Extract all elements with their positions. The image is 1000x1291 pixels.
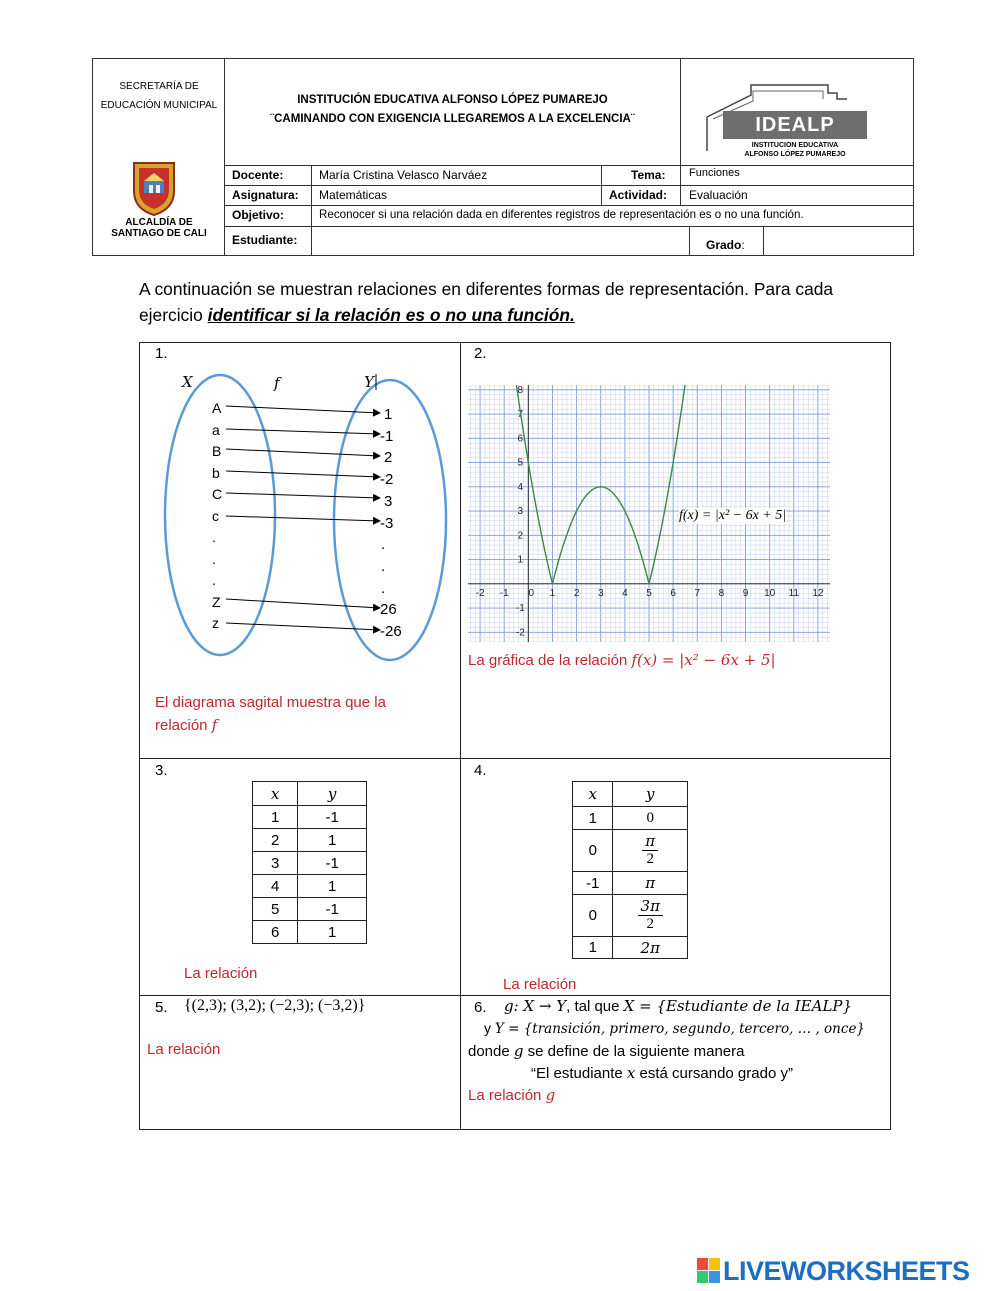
ex1-domain-item: c xyxy=(212,507,219,524)
intro-emphasis: identificar si la relación es o no una función. xyxy=(207,305,575,325)
ex4-frac-den: 2 xyxy=(646,851,654,867)
y-tick-label: 1 xyxy=(517,554,524,566)
liveworksheets-icon xyxy=(697,1258,721,1284)
x-tick-label: 5 xyxy=(646,587,652,599)
liveworksheets-brand: LIVEWORKSHEETS xyxy=(723,1256,970,1286)
ex1-codomain-item: . xyxy=(381,536,386,554)
ex3-cell-x: 6 xyxy=(253,921,298,944)
y-tick-label: 2 xyxy=(517,530,524,542)
ex4-cell-x: 0 xyxy=(573,830,613,872)
ex1-domain-item: . xyxy=(212,550,216,567)
ex3-cell-y: -1 xyxy=(298,806,367,829)
ex6-text: “El estudiante xyxy=(531,1065,627,1082)
x-tick-label: 0 xyxy=(528,587,535,599)
ex4-cell-x: 1 xyxy=(573,807,613,830)
ex3-cell-x: 4 xyxy=(253,875,298,898)
y-tick-label: -2 xyxy=(515,627,525,639)
grado-colon: : xyxy=(741,238,745,252)
ex1-codomain-item: -3 xyxy=(380,514,394,532)
x-tick-label: 6 xyxy=(670,587,676,599)
x-tick-label: 2 xyxy=(573,587,580,599)
ex1-domain-item: . xyxy=(212,572,216,588)
header-left-cell xyxy=(93,59,225,255)
y-tick-label: 3 xyxy=(517,506,524,518)
ex3-cell-x: 5 xyxy=(253,898,298,921)
x-tick-label: 8 xyxy=(718,587,725,599)
logo-text: IDEALP xyxy=(755,114,835,136)
ex3-cell-y: 1 xyxy=(298,921,367,944)
ex4-frac-num: 3π xyxy=(638,899,663,916)
logo-sub2: ALFONSO LÓPEZ PUMAREJO xyxy=(744,151,846,158)
y-tick-label: 7 xyxy=(517,409,524,421)
ex5-set: {(2,3); (3,2); (−2,3); (−3,2)} xyxy=(184,997,366,1014)
alcaldia-line2: SANTIAGO DE CALI xyxy=(111,228,207,239)
logo-sub1: INSTITUCION EDUCATIVA xyxy=(751,142,839,149)
ex4-answer-field[interactable] xyxy=(590,972,880,994)
ex6-caption xyxy=(468,1086,555,1104)
table-row xyxy=(573,807,688,830)
ex1-set-y: Y xyxy=(364,373,374,391)
intro-line1: A continuación se muestran relaciones en diferentes formas de representación. Para cada xyxy=(139,279,834,299)
ex1-codomain-item: 3 xyxy=(384,492,393,510)
ex4-cell-x: 0 xyxy=(573,895,613,937)
y-tick-label: -1 xyxy=(515,603,525,615)
ex6-set-x: X = {Estudiante de la IEALP} xyxy=(623,997,853,1015)
ex1-answer-field[interactable] xyxy=(300,694,450,738)
ex2-formula-label: f(x) = |x² − 6x + 5| xyxy=(679,508,787,523)
intro-prefix: ejercicio xyxy=(139,305,208,325)
table-row xyxy=(253,806,367,829)
institution-name: INSTITUCIÓN EDUCATIVA ALFONSO LÓPEZ PUMAREJO xyxy=(297,94,608,106)
ex1-codomain-item: 2 xyxy=(384,449,393,467)
ex1-domain-item: a xyxy=(212,421,220,438)
table-row xyxy=(253,875,367,898)
asignatura-value: Matemáticas xyxy=(319,188,388,202)
ex3-cell-y: -1 xyxy=(298,898,367,921)
ex6-text: está cursando grado y” xyxy=(635,1065,793,1082)
cali-crest-icon xyxy=(129,159,179,217)
ex5-number: 5. xyxy=(155,999,168,1016)
ex5-caption: La relación xyxy=(147,1041,221,1058)
ex6-text: se define de la siguiente manera xyxy=(523,1043,745,1060)
ex6-line4 xyxy=(531,1064,793,1082)
ex3-table xyxy=(252,781,367,944)
ex5-answer-field[interactable] xyxy=(235,1038,450,1064)
ex6-caption-var: g xyxy=(545,1086,556,1104)
ex4-number: 4. xyxy=(474,762,487,779)
ex3-col-x: x xyxy=(253,782,298,806)
ex4-cell-y xyxy=(613,895,688,937)
table-row xyxy=(253,852,367,875)
tema-label: Tema: xyxy=(631,168,666,182)
ex4-caption: La relación xyxy=(503,976,577,993)
secretaria-line1: SECRETARÍA DE xyxy=(119,81,199,92)
actividad-label: Actividad: xyxy=(609,188,668,202)
ex6-set-y: Y = {transición, primero, segundo, tercero, … , once} xyxy=(494,1021,866,1037)
ex4-cell-y: 2π xyxy=(613,937,688,959)
grado-label: Grado xyxy=(706,238,742,252)
x-tick-label: -1 xyxy=(499,587,509,599)
ex1-codomain-item: -2 xyxy=(380,471,394,489)
ex1-caption-line1: El diagrama sagital muestra que la xyxy=(155,694,386,711)
objetivo-label: Objetivo: xyxy=(232,208,285,222)
actividad-value: Evaluación xyxy=(689,188,748,202)
x-tick-label: 11 xyxy=(788,587,799,599)
ex1-domain-item: C xyxy=(212,486,223,502)
ex1-codomain-item: -1 xyxy=(380,427,394,445)
ex3-cell-x: 2 xyxy=(253,829,298,852)
ex1-codomain-item: . xyxy=(381,579,386,597)
header-table xyxy=(92,58,914,256)
ex3-cell-y: -1 xyxy=(298,852,367,875)
ex3-cell-y: 1 xyxy=(298,829,367,852)
ex3-caption: La relación xyxy=(184,965,258,982)
table-row xyxy=(573,937,688,959)
ex1-codomain-item: 26 xyxy=(380,601,397,619)
ex2-caption-math: f(x) = |x² − 6x + 5| xyxy=(631,651,776,669)
ex3-cell-x: 3 xyxy=(253,852,298,875)
ex1-codomain-item: 1 xyxy=(384,406,393,423)
ex4-col-x: x xyxy=(573,782,613,807)
y-tick-label: 6 xyxy=(517,433,524,445)
ex2-caption-prefix: La gráfica de la relación xyxy=(468,652,632,669)
x-tick-label: -2 xyxy=(475,587,485,599)
ex2-caption xyxy=(468,651,776,669)
ex2-number: 2. xyxy=(474,345,487,362)
ex6-text: y xyxy=(484,1020,495,1036)
y-tick-label: 8 xyxy=(517,385,524,396)
y-tick-label: 5 xyxy=(517,457,524,469)
ex4-cell-y xyxy=(613,830,688,872)
x-tick-label: 12 xyxy=(812,587,824,599)
logo-divider xyxy=(680,59,681,165)
y-tick-label: 4 xyxy=(517,481,524,493)
ex3-answer-field[interactable] xyxy=(270,962,450,988)
institution-motto: ¨CAMINANDO CON EXIGENCIA LLEGAREMOS A LA EXCELENCIA¨ xyxy=(270,113,635,125)
ex6-line3 xyxy=(468,1042,744,1060)
ex1-caption-var: f xyxy=(211,716,218,734)
x-tick-label: 3 xyxy=(597,587,604,599)
ex4-cell-x: 1 xyxy=(573,937,613,959)
ex3-cell-x: 1 xyxy=(253,806,298,829)
ex6-text: donde xyxy=(468,1043,514,1060)
ex6-var-g: g xyxy=(513,1042,524,1060)
objetivo-value: Reconocer si una relación dada en diferentes registros de representación es o no una función. xyxy=(319,208,804,221)
ex4-cell-x: -1 xyxy=(573,872,613,895)
table-row xyxy=(253,921,367,944)
ex1-caption-line2 xyxy=(155,716,217,734)
ex4-frac-num: π xyxy=(642,834,658,851)
ex4-col-y: y xyxy=(613,782,688,807)
ex1-domain-item: B xyxy=(212,443,222,459)
ex1-domain-item: b xyxy=(212,464,220,481)
grado-input[interactable] xyxy=(765,228,913,253)
ex1-caption-prefix: relación xyxy=(155,717,212,734)
x-tick-label: 4 xyxy=(622,587,628,599)
estudiante-label: Estudiante: xyxy=(232,233,298,247)
ex6-line1 xyxy=(504,997,852,1015)
alcaldia-line1: ALCALDÍA DE xyxy=(125,217,193,228)
ex1-codomain-item: . xyxy=(381,557,386,575)
tema-value: Funciones xyxy=(689,167,740,179)
ex4-cell-y: π xyxy=(613,872,688,895)
x-tick-label: 7 xyxy=(694,587,701,599)
x-tick-label: 10 xyxy=(764,587,776,599)
table-row xyxy=(573,895,688,937)
ex1-set-x: X xyxy=(182,373,193,391)
secretaria-line2: EDUCACIÓN MUNICIPAL xyxy=(100,100,218,111)
ex1-codomain-list xyxy=(380,404,402,643)
intro-line2 xyxy=(139,305,575,326)
ex1-sagittal-diagram xyxy=(150,360,460,680)
ex6-answer-field[interactable] xyxy=(570,1084,880,1110)
docente-value: María Cristina Velasco Narváez xyxy=(319,168,488,182)
ex1-domain-item: . xyxy=(212,529,216,545)
asignatura-label: Asignatura: xyxy=(232,188,299,202)
ex4-table xyxy=(572,781,688,959)
ex6-line2 xyxy=(484,1020,865,1037)
ex1-codomain-item: -26 xyxy=(380,623,402,641)
ex6-var-x: x xyxy=(626,1064,636,1082)
table-row xyxy=(253,829,367,852)
table-row xyxy=(253,898,367,921)
ex3-col-y: y xyxy=(298,782,367,806)
table-row xyxy=(573,830,688,872)
ex1-domain-item: Z xyxy=(212,593,221,610)
ex6-caption-prefix: La relación xyxy=(468,1087,546,1104)
estudiante-input[interactable] xyxy=(313,228,687,253)
ex1-domain-item: z xyxy=(212,615,219,631)
liveworksheets-logo xyxy=(697,1256,993,1286)
x-tick-label: 9 xyxy=(742,587,749,599)
ex1-number: 1. xyxy=(155,345,168,362)
table-row xyxy=(573,872,688,895)
ex4-frac-den: 2 xyxy=(646,916,654,932)
x-tick-label: 1 xyxy=(549,587,556,599)
ex2-answer-field[interactable] xyxy=(468,678,868,738)
ex6-mapping: g: X → Y xyxy=(504,997,567,1015)
ex3-cell-y: 1 xyxy=(298,875,367,898)
ex1-domain-item: A xyxy=(212,400,222,416)
ex3-number: 3. xyxy=(155,762,168,779)
ex4-cell-y: 0 xyxy=(613,807,688,830)
ex1-func-name: f xyxy=(274,374,280,392)
ex1-domain-list xyxy=(212,398,222,635)
docente-label: Docente: xyxy=(232,168,284,182)
ex6-text: , tal que xyxy=(566,998,624,1015)
ex6-number: 6. xyxy=(474,999,487,1016)
